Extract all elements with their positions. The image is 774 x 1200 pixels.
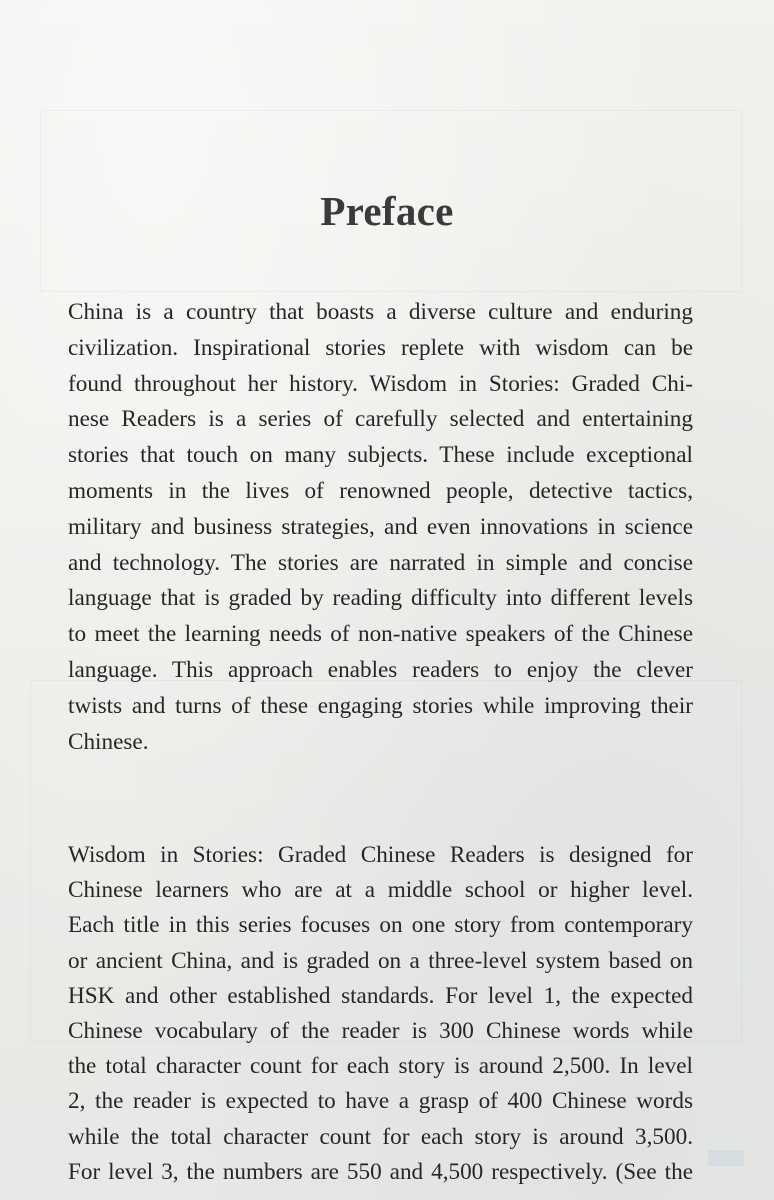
text-line: found throughout her history. Wisdom in Stories: Graded Chi- [68,370,693,397]
text-line: HSK and other established standards. For level 1, the expected [68,982,693,1009]
text-line: For level 3, the numbers are 550 and 4,500 respectively. (See the [68,1158,693,1185]
text-line: the total character count for each story is around 2,500. In level [68,1053,693,1080]
text-line: language that is graded by reading difficulty into different levels [68,585,693,612]
page-title: Preface [320,188,454,235]
text-line: military and business strategies, and even innovations in science [68,513,693,540]
text-line: stories that touch on many subjects. These include exceptional [68,442,693,469]
paragraph-1 [68,295,693,760]
text-line: moments in the lives of renowned people, detective tactics, [68,477,693,504]
text-line: language. This approach enables readers to enjoy the clever [68,656,693,683]
text-line: Chinese vocabulary of the reader is 300 Chinese words while [68,1017,693,1044]
paragraph-2 [68,838,693,1190]
text-line: twists and turns of these engaging stories while improving their [68,692,693,719]
text-line: while the total character count for each story is around 3,500. [68,1123,693,1150]
text-line: nese Readers is a series of carefully selected and entertaining [68,406,693,433]
text-line: and technology. The stories are narrated in simple and concise [68,549,693,576]
text-line: China is a country that boasts a diverse culture and enduring [68,299,693,325]
text-line: Wisdom in Stories: Graded Chinese Readers is designed for [68,842,693,868]
text-line: Each title in this series focuses on one story from contemporary [68,912,693,939]
text-line: or ancient China, and is graded on a three-level system based on [68,947,693,974]
text-line: civilization. Inspirational stories replete with wisdom can be [68,334,693,361]
text-line: 2, the reader is expected to have a grasp of 400 Chinese words [68,1088,693,1115]
text-line: Chinese learners who are at a middle school or higher level. [68,877,693,904]
text-line: to meet the learning needs of non-native speakers of the Chinese [68,621,693,648]
text-line: Chinese. [68,728,149,755]
show-through-mark [708,1150,744,1166]
